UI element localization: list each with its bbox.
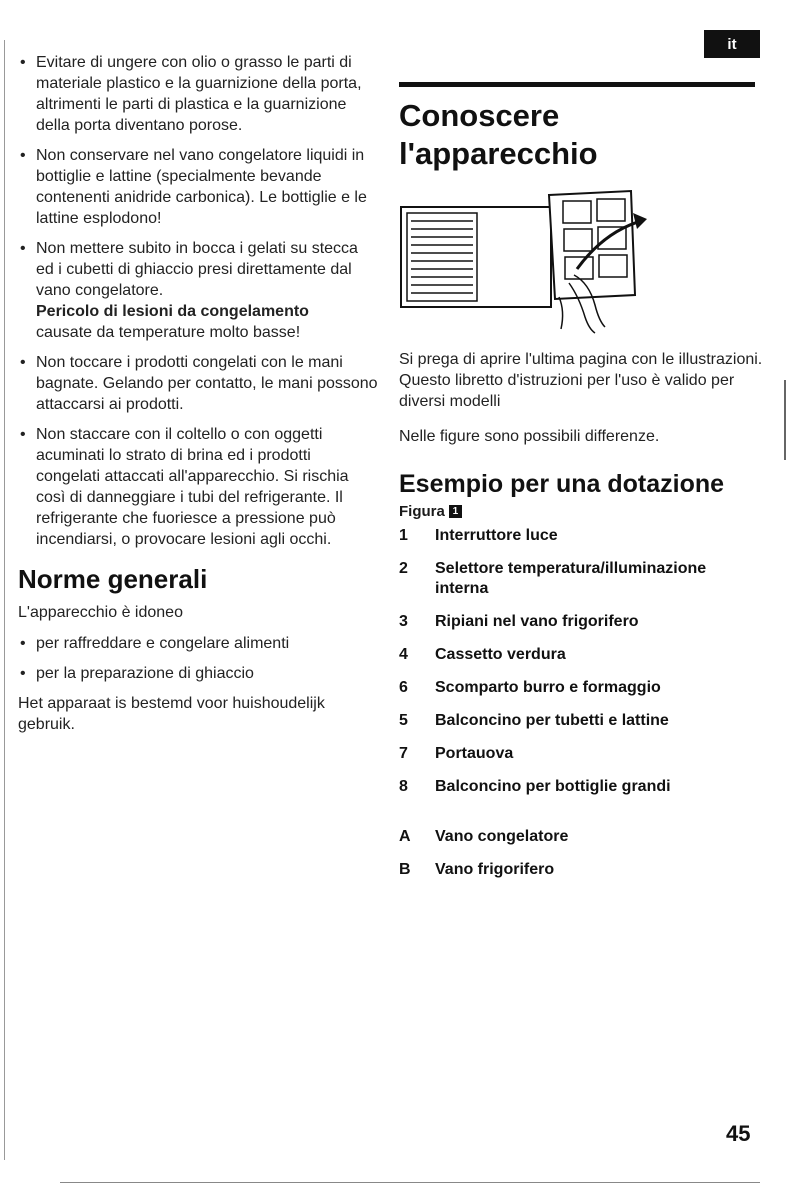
list-item: • Non toccare i prodotti congelati con le mani bagnate. Gelando per contatto, le mani possono attaccarsi ai prodotti.: [18, 352, 378, 415]
list-item: 8 Balconcino per bottiglie grandi: [399, 778, 671, 795]
section-rule: [399, 82, 755, 87]
norme-generali-title: Norme generali: [18, 564, 208, 594]
right-column: [399, 82, 769, 893]
parts-list: [399, 526, 769, 797]
list-item: • per raffreddare e congelare alimenti: [18, 633, 378, 654]
list-item: • per la preparazione di ghiaccio: [18, 663, 378, 684]
list-item: 6 Scomparto burro e formaggio: [399, 679, 661, 696]
list-item: 7 Portauova: [399, 745, 514, 762]
figure-note: Nelle figure sono possibili differenze.: [399, 428, 660, 445]
list-item: A Vano congelatore: [399, 828, 569, 845]
norme-intro: L'apparecchio è idoneo: [18, 604, 183, 621]
intro-paragraph: Si prega di aprire l'ultima pagina con le illustrazioni. Questo libretto d'istruzioni per l'uso è valido per diversi modelli: [399, 351, 763, 410]
scan-edge-bottom: [60, 1182, 760, 1183]
figure-label: Figura 1: [399, 503, 769, 520]
norme-list: [18, 633, 378, 684]
list-item: 1 Interruttore luce: [399, 527, 558, 544]
list-item: 3 Ripiani nel vano frigorifero: [399, 613, 639, 630]
conoscere-title: Conoscere l'apparecchio: [399, 98, 598, 171]
esempio-title: Esempio per una dotazione: [399, 470, 725, 498]
list-item: 2 Selettore temperatura/illuminazione interna: [399, 560, 707, 597]
compartments-list: [399, 827, 769, 880]
language-badge: it: [704, 30, 760, 58]
scan-edge-left: [4, 40, 5, 1160]
scan-edge-right: [784, 380, 786, 460]
list-item: • Non conservare nel vano congelatore liquidi in bottiglie e lattine (specialmente bevande contenenti anidride carbonica). Le bottiglie e le lattine esplodono!: [18, 145, 378, 229]
list-item: 4 Cassetto verdura: [399, 646, 566, 663]
list-item: • Non mettere subito in bocca i gelati su stecca ed i cubetti di ghiaccio presi direttamente dal vano congelatore. Pericolo di lesioni da congelamento causate da temperature molto basse!: [18, 238, 378, 343]
list-item: • Non staccare con il coltello o con oggetti acuminati lo strato di brina ed i prodotti congelati attaccati all'apparecchio. Si rischia così di danneggiare i tubi del refrigerante. Il refrigerante che fuoriesce a pressione può incendiarsi, o provocare lesioni agli occhi.: [18, 424, 378, 550]
norme-footer: Het apparaat is bestemd voor huishoudelijk gebruik.: [18, 695, 325, 733]
list-item: • Evitare di ungere con olio o grasso le parti di materiale plastico e la guarnizione della porta, altrimenti le parti di plastica e la guarnizione della porta diventano porose.: [18, 52, 378, 136]
fridge-door-illustration: [399, 187, 659, 337]
left-column: [18, 52, 378, 735]
safety-list: [18, 52, 378, 550]
frostbite-warning-rest: causate da temperature molto basse!: [36, 324, 301, 341]
figure-number-box: 1: [449, 505, 462, 518]
list-item: B Vano frigorifero: [399, 861, 555, 878]
page-number: 45: [726, 1121, 751, 1146]
frostbite-warning: Pericolo di lesioni da congelamento: [36, 303, 309, 320]
list-item: 5 Balconcino per tubetti e lattine: [399, 712, 669, 729]
